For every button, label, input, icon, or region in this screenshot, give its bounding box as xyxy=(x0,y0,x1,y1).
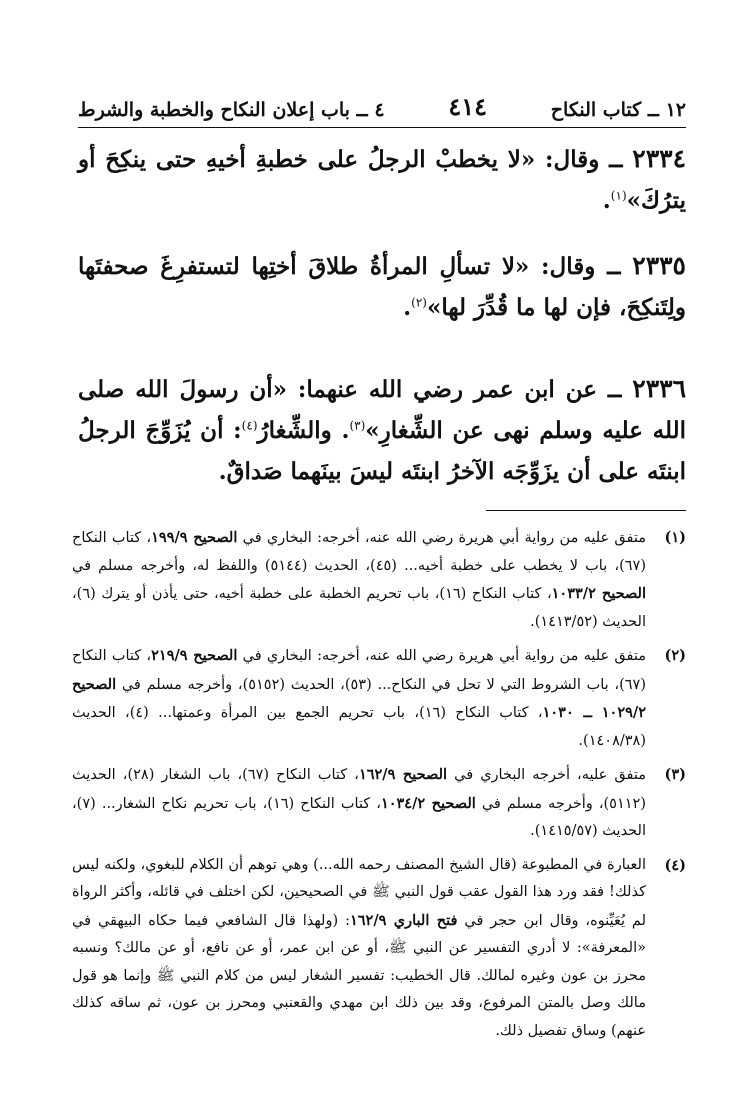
hadith-2335 xyxy=(78,245,686,328)
hadith-text: : أن يُزَوِّجَ الرجلُ ابنتَه على أن يزَوِّجَه الآخرُ ابنتَه ليسَ بينَهما صَداقٌ. xyxy=(78,417,686,485)
source-reference: الصحيح ١٠٢٩/٢ ــ ١٠٣٠ xyxy=(72,675,646,721)
footnote-text-part: العبارة في المطبوعة (قال الشيخ المصنف رحمه الله...) وهي توهم أن الكلام للبغوي، ولكنه ليس كذلك! فقد ورد هذا القول عقب قول النبي ﷺ في الصحيحين، لكن اختلف في قائله، وأكثر الرواة لم يُعَيِّنوه، وقال ابن حجر في xyxy=(72,856,646,929)
running-header xyxy=(78,92,686,128)
footnote-text-part: متفق عليه من رواية أبي هريرة رضي الله عنه، أخرجه: البخاري في xyxy=(237,530,646,546)
hadith-text: وقال: «لا يخطبْ الرجلُ على خطبةِ أخيهِ حتى ينكِحَ أو يترُكَ» xyxy=(78,146,686,214)
footnote-text xyxy=(72,524,646,636)
footnote-2 xyxy=(72,642,686,755)
footnotes xyxy=(72,524,686,1051)
chapter-title: ١٢ ــ كتاب النكاح xyxy=(550,99,686,121)
footnote-text-part: متفق عليه من رواية أبي هريرة رضي الله عنه، أخرجه: البخاري في xyxy=(237,648,646,664)
source-reference: الصحيح ١٩٩/٩ xyxy=(151,529,238,546)
section-title: ٤ ــ باب إعلان النكاح والخطبة والشرط xyxy=(78,99,385,121)
footnote-number: (١) xyxy=(664,529,686,546)
footnote-text xyxy=(72,852,646,1046)
hadith-dash: ــ xyxy=(607,253,621,280)
footnote-ref: (٢) xyxy=(411,295,427,310)
source-reference: الصحيح ١٠٣٤/٢ xyxy=(380,794,476,812)
hadith-text: عن ابن عمر رضي الله عنهما: «أن رسولَ الله صلى الله عليه وسلم نهى عن الشِّغارِ» xyxy=(78,376,686,444)
footnote-ref: (٤) xyxy=(241,418,258,433)
hadith-dash: ــ xyxy=(609,146,623,173)
footnote-1 xyxy=(72,524,686,636)
hadith-end: . xyxy=(602,187,611,214)
source-reference: الصحيح ١٠٣٣/٢ xyxy=(551,585,646,602)
source-reference: الصحيح ٢١٩/٩ xyxy=(151,647,238,664)
footnote-text xyxy=(72,642,646,755)
hadith-number: ٢٣٣٦ xyxy=(632,374,686,403)
footnote-number: (٤) xyxy=(664,856,686,874)
footnote-text-part: ، كتاب النكاح (٦٧)، باب لا يخطب على خطبة أخيه... (٤٥)، الحديث (٥١٤٤) واللفظ له، وأخرجه مسلم في xyxy=(72,530,647,574)
footnote-ref: (١) xyxy=(610,188,627,203)
source-reference: فتح الباري ١٦٢/٩ xyxy=(349,911,458,929)
footnote-number: (٣) xyxy=(664,766,686,783)
footnote-text-part: ، كتاب النكاح (٦٧)، باب الشروط التي لا تحل في النكاح... (٥٣)، الحديث (٥١٥٢)، وأخرجه مسلم في xyxy=(72,648,646,693)
footnote-text-part: متفق عليه، أخرجه البخاري في xyxy=(447,767,646,783)
hadith-number: ٢٣٣٤ xyxy=(632,144,687,173)
footnote-text-part: : (ولهذا قال الشافعي فيما حكاه البيهقي في «المعرفة»: لا أدري التفسير عن النبي ﷺ، أو عن ابن عمر، أو عن نافع، أو عن مالك؟ ونسبه محرز بن عون وغيره لمالك. قال الخطيب: تفسير الشغار ليس من كلام النبي ﷺ وإنما هو قول مالك وصل بالمتن المرفوع، وقد بين ذلك ابن مهدي والقعنبي ومحرز بن عون، ثم ساقه كذلك عنهم) وساق تفصيل ذلك. xyxy=(72,912,646,1039)
footnote-text-part: ، كتاب النكاح (١٦)، باب تحريم نكاح الشغار... (٧)، الحديث (١٤١٥/٥٧). xyxy=(72,795,646,839)
footnote-divider xyxy=(486,510,686,511)
footnote-4 xyxy=(72,852,686,1046)
hadith-2336 xyxy=(78,368,686,492)
source-reference: الصحيح ١٦٢/٩ xyxy=(358,766,448,783)
footnote-number: (٢) xyxy=(664,647,686,664)
hadith-text: وقال: «لا تسألِ المرأةُ طلاقَ أختِها لتستفرِغَ صحفتَها ولِتَنكِحَ، فإن لها ما قُدِّرَ لها» xyxy=(78,253,686,321)
footnote-3 xyxy=(72,761,686,846)
hadith-2334 xyxy=(78,138,686,221)
footnote-text xyxy=(72,761,646,846)
hadith-dash: ــ xyxy=(607,376,622,403)
hadith-number: ٢٣٣٥ xyxy=(632,251,686,280)
hadith-text: . والشِّغارُ xyxy=(257,417,350,444)
footnote-text-part: ، كتاب النكاح (١٦)، باب تحريم الخطبة على خطبة أخيه، حتى يأذن أو يترك (٦)، الحديث (١٤١٣/٥٢). xyxy=(72,586,646,630)
page-number: ٤١٤ xyxy=(448,92,487,121)
footnote-text-part: ، كتاب النكاح (٦٧)، باب الشغار (٢٨)، الحديث (٥١١٢)، وأخرجه مسلم في xyxy=(72,767,646,812)
hadith-end: . xyxy=(403,294,412,321)
footnote-ref: (٣) xyxy=(349,418,366,433)
footnote-text-part: ، كتاب النكاح (١٦)، باب تحريم الجمع بين المرأة وعمتها... (٤)، الحديث (١٤٠٨/٣٨). xyxy=(72,705,646,749)
